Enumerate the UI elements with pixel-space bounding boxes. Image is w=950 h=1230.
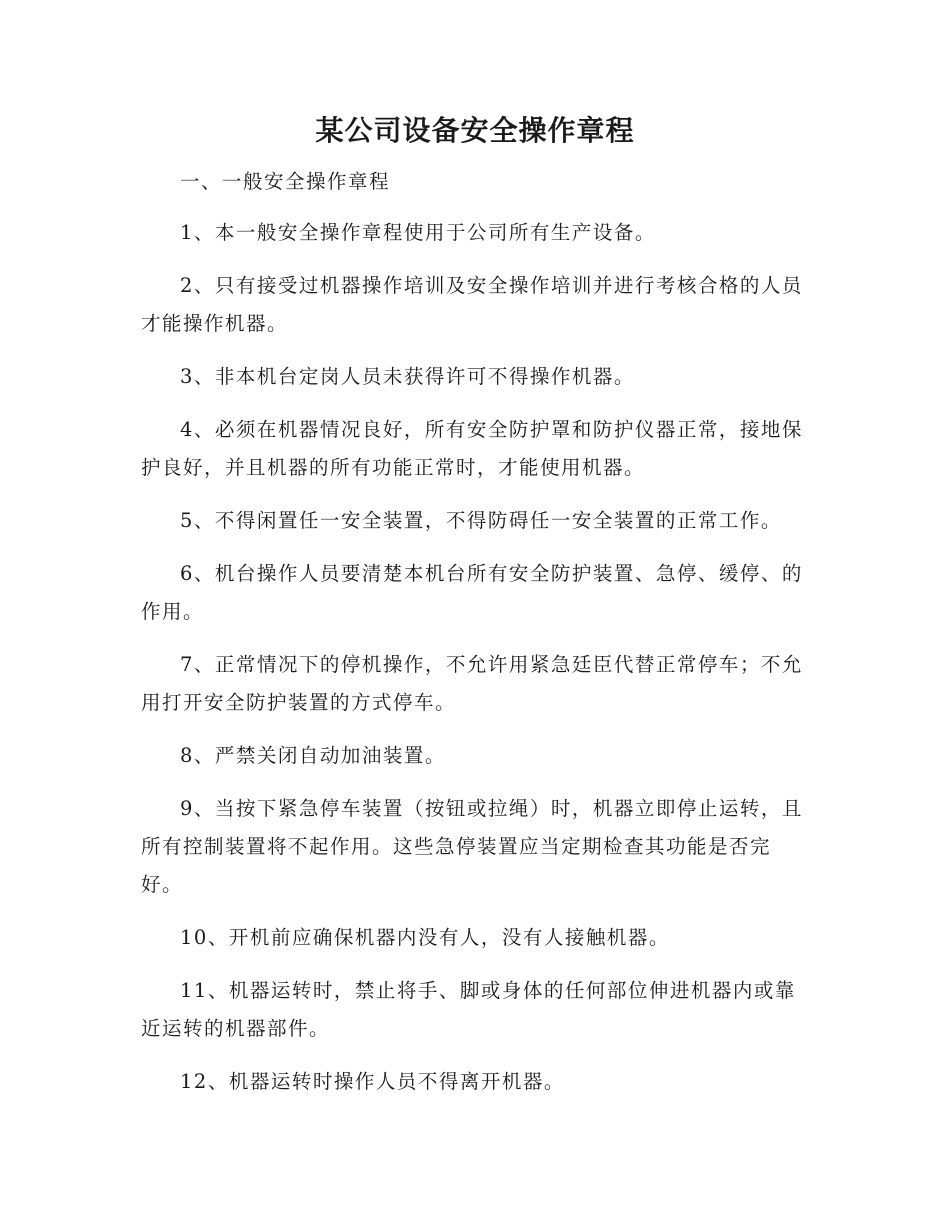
rule-item-12: 12、机器运转时操作人员不得离开机器。 — [180, 1070, 565, 1093]
rule-item-7: 7、正常情况下的停机操作，不允许用紧急廷臣代替正常停车；不允用打开安全防护装置的方式停车。 — [141, 653, 803, 714]
rule-item-6: 6、机台操作人员要清楚本机台所有安全防护装置、急停、缓停、的作用。 — [141, 562, 803, 623]
rule-item-5: 5、不得闲置任一安全装置，不得防碍任一安全装置的正常工作。 — [180, 509, 782, 532]
rule-item-11: 11、机器运转时，禁止将手、脚或身体的任何部位伸进机器内或靠近运转的机器部件。 — [141, 979, 796, 1040]
rule-item-10: 10、开机前应确保机器内没有人，没有人接触机器。 — [180, 926, 670, 949]
rule-item-2: 2、只有接受过机器操作培训及安全操作培训并进行考核合格的人员才能操作机器。 — [141, 274, 803, 335]
document-body — [141, 163, 809, 1116]
rule-item-1: 1、本一般安全操作章程使用于公司所有生产设备。 — [180, 221, 656, 244]
rule-item-8: 8、严禁关闭自动加油装置。 — [180, 744, 446, 767]
rule-item-4: 4、必须在机器情况良好，所有安全防护罩和防护仪器正常，接地保护良好，并且机器的所有功能正常时，才能使用机器。 — [141, 418, 803, 479]
rule-item-3: 3、非本机台定岗人员未获得许可不得操作机器。 — [180, 365, 635, 388]
document-title: 某公司设备安全操作章程 — [315, 114, 635, 147]
rule-item-9: 9、当按下紧急停车装置（按钮或拉绳）时，机器立即停止运转，且所有控制装置将不起作用。这些急停装置应当定期检查其功能是否完好。 — [141, 797, 803, 896]
section-heading: 一、一般安全操作章程 — [180, 170, 391, 193]
